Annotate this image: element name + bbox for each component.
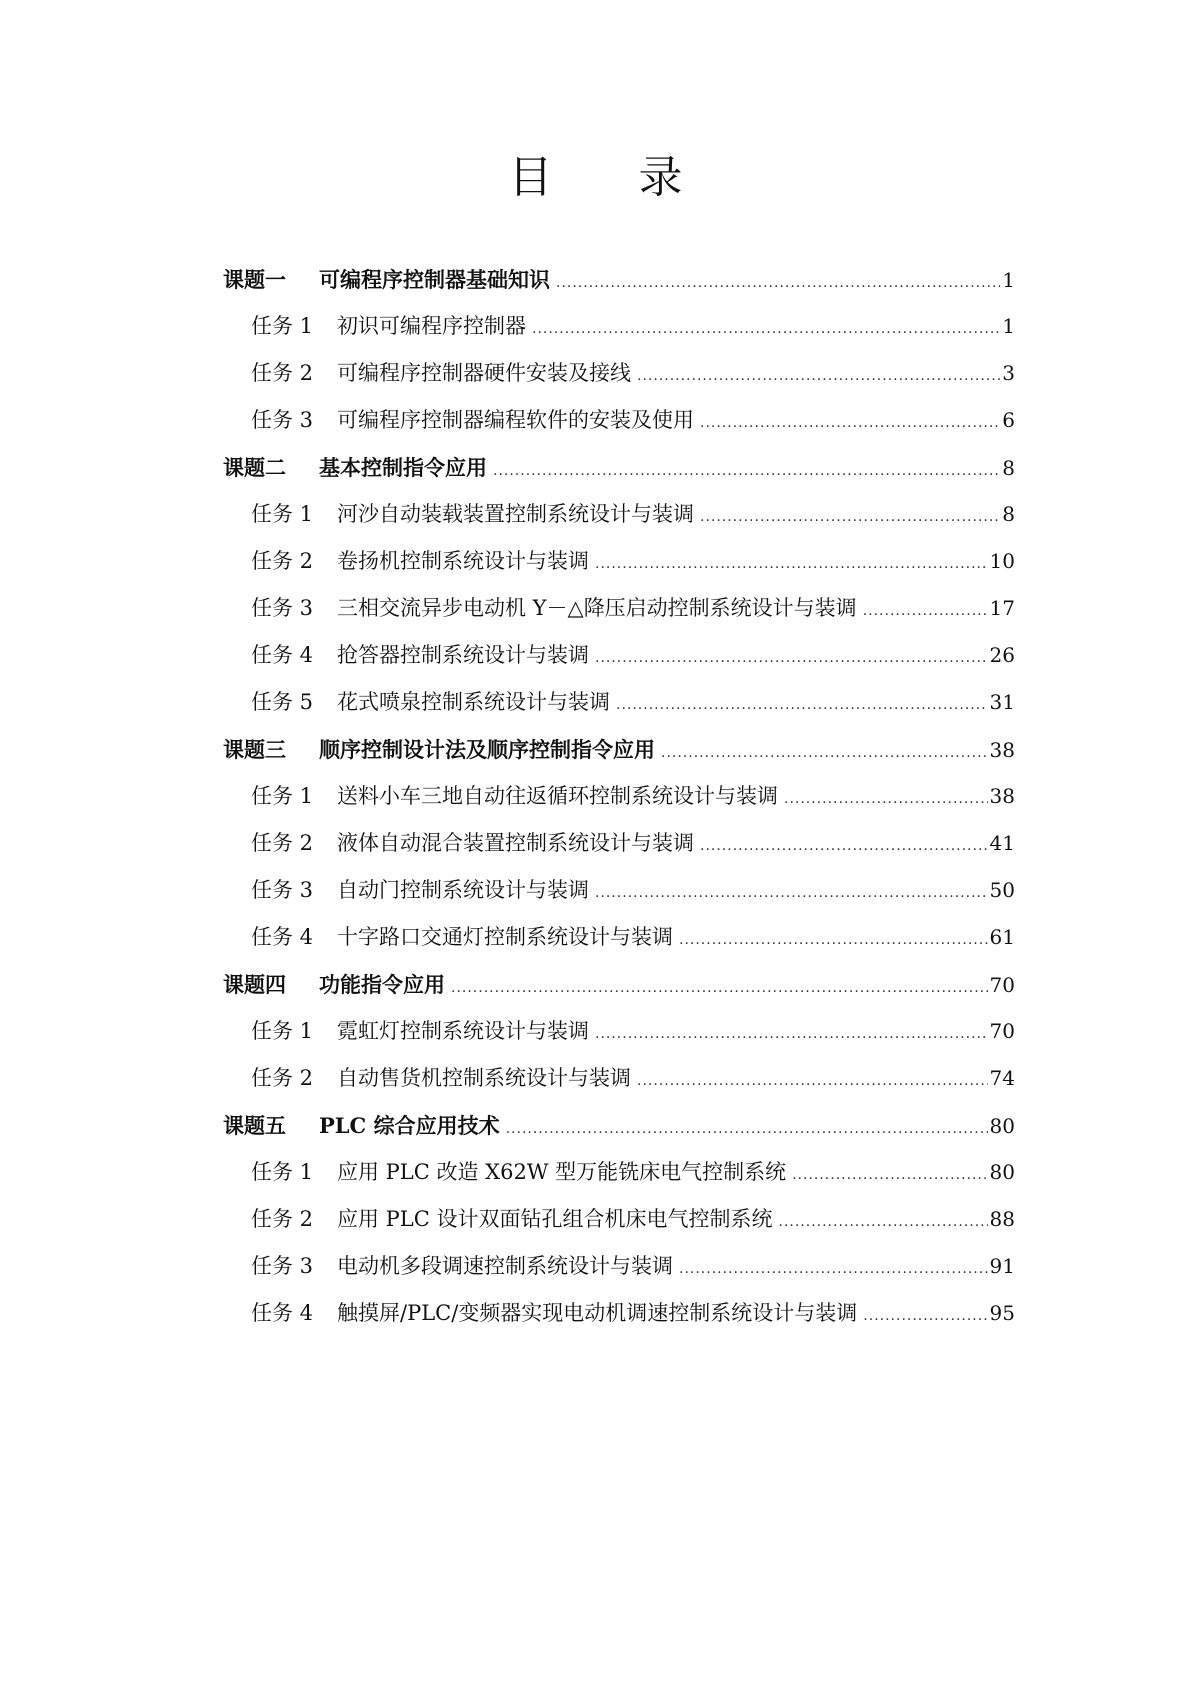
- toc-entry-number: 任务 2: [251, 831, 314, 855]
- toc-entry-title: 可编程序控制器编程软件的安装及使用: [337, 408, 694, 432]
- toc-entry-title: 应用 PLC 设计双面钻孔组合机床电气控制系统: [337, 1207, 773, 1231]
- toc-dot-leader: [595, 635, 988, 682]
- toc-entry-number: 任务 1: [251, 784, 314, 808]
- toc-dot-leader: [595, 870, 988, 917]
- toc-entry-title: 应用 PLC 改造 X62W 型万能铣床电气控制系统: [337, 1160, 787, 1184]
- toc-dot-leader: [637, 353, 1000, 400]
- toc-entry-number: 课题三: [223, 737, 286, 762]
- toc-entry-label: [251, 1055, 631, 1102]
- table-of-contents: [223, 256, 1015, 1337]
- toc-entry-title: 功能指令应用: [319, 972, 445, 997]
- toc-entry-title: 三相交流异步电动机 Y－△降压启动控制系统设计与装调: [337, 596, 857, 620]
- toc-task-row[interactable]: [223, 585, 1015, 632]
- toc-entry-label: [223, 256, 550, 303]
- toc-entry-title: 自动门控制系统设计与装调: [337, 878, 589, 902]
- toc-entry-title: 十字路口交通灯控制系统设计与装调: [337, 925, 673, 949]
- toc-page-number: 8: [1002, 456, 1015, 480]
- toc-task-row[interactable]: [223, 1149, 1015, 1196]
- toc-page-number: 31: [989, 690, 1015, 714]
- toc-task-row[interactable]: [223, 491, 1015, 538]
- toc-entry-label: [251, 585, 857, 632]
- toc-page-number: 91: [989, 1254, 1015, 1278]
- toc-dot-leader: [595, 541, 988, 588]
- toc-entry-label: [223, 961, 445, 1008]
- toc-entry-title: 可编程序控制器硬件安装及接线: [337, 361, 631, 385]
- toc-entry-label: [223, 444, 487, 491]
- toc-page-number: 38: [989, 784, 1015, 808]
- toc-entry-label: [223, 726, 655, 773]
- toc-dot-leader: [679, 1246, 988, 1293]
- toc-entry-number: 任务 3: [251, 596, 314, 620]
- toc-entry-label: [251, 350, 631, 397]
- toc-entry-number: 任务 2: [251, 1207, 314, 1231]
- toc-entry-label: [251, 1290, 857, 1337]
- toc-dot-leader: [784, 776, 988, 823]
- toc-entry-number: 课题二: [223, 455, 286, 480]
- toc-dot-leader: [700, 823, 988, 870]
- toc-entry-label: [251, 397, 694, 444]
- toc-entry-title: 卷扬机控制系统设计与装调: [337, 549, 589, 573]
- toc-task-row[interactable]: [223, 914, 1015, 961]
- toc-task-row[interactable]: [223, 303, 1015, 350]
- toc-entry-title: 河沙自动装载装置控制系统设计与装调: [337, 502, 694, 526]
- toc-dot-leader: [506, 1106, 988, 1153]
- toc-task-row[interactable]: [223, 1196, 1015, 1243]
- toc-page-number: 1: [1002, 314, 1015, 338]
- toc-entry-number: 任务 1: [251, 502, 314, 526]
- toc-page-number: 50: [989, 878, 1015, 902]
- toc-entry-label: [251, 1196, 773, 1243]
- toc-dot-leader: [637, 1058, 988, 1105]
- toc-task-row[interactable]: [223, 867, 1015, 914]
- toc-page-number: 88: [989, 1207, 1015, 1231]
- toc-dot-leader: [595, 1011, 988, 1058]
- toc-entry-title: 电动机多段调速控制系统设计与装调: [337, 1254, 673, 1278]
- toc-chapter-row[interactable]: [223, 256, 1015, 303]
- toc-entry-label: [251, 773, 778, 820]
- toc-page-number: 3: [1002, 361, 1015, 385]
- toc-entry-title: 自动售货机控制系统设计与装调: [337, 1066, 631, 1090]
- toc-entry-number: 任务 2: [251, 1066, 314, 1090]
- toc-chapter-row[interactable]: [223, 1102, 1015, 1149]
- toc-page-number: 10: [989, 549, 1015, 573]
- toc-entry-title: 初识可编程序控制器: [337, 314, 526, 338]
- toc-entry-label: [223, 1102, 500, 1149]
- toc-page-number: 70: [989, 973, 1015, 997]
- toc-dot-leader: [792, 1152, 987, 1199]
- toc-entry-title: 可编程序控制器基础知识: [319, 267, 550, 292]
- toc-entry-number: 任务 3: [251, 1254, 314, 1278]
- toc-entry-label: [251, 867, 589, 914]
- toc-page-number: 26: [989, 643, 1015, 667]
- toc-entry-title: 送料小车三地自动往返循环控制系统设计与装调: [337, 784, 778, 808]
- toc-page-number: 1: [1002, 268, 1015, 292]
- toc-entry-title: 触摸屏/PLC/变频器实现电动机调速控制系统设计与装调: [337, 1301, 858, 1325]
- toc-entry-number: 任务 1: [251, 314, 314, 338]
- toc-page-number: 74: [989, 1066, 1015, 1090]
- toc-entry-title: 霓虹灯控制系统设计与装调: [337, 1019, 589, 1043]
- toc-entry-label: [251, 820, 694, 867]
- toc-task-row[interactable]: [223, 632, 1015, 679]
- toc-dot-leader: [451, 965, 988, 1012]
- toc-entry-number: 课题四: [223, 972, 286, 997]
- toc-task-row[interactable]: [223, 820, 1015, 867]
- toc-dot-leader: [661, 730, 988, 777]
- toc-dot-leader: [863, 588, 988, 635]
- toc-entry-title: PLC 综合应用技术: [319, 1113, 500, 1138]
- toc-entry-label: [251, 679, 610, 726]
- toc-task-row[interactable]: [223, 538, 1015, 585]
- page-title: 目 录: [508, 152, 719, 203]
- toc-entry-number: 课题五: [223, 1113, 286, 1138]
- toc-entry-number: 任务 1: [251, 1160, 314, 1184]
- toc-task-row[interactable]: [223, 1290, 1015, 1337]
- toc-entry-label: [251, 303, 526, 350]
- toc-entry-number: 课题一: [223, 267, 286, 292]
- toc-task-row[interactable]: [223, 679, 1015, 726]
- toc-page-number: 41: [989, 831, 1015, 855]
- toc-page-number: 80: [989, 1114, 1015, 1138]
- toc-dot-leader: [532, 306, 1000, 353]
- toc-dot-leader: [616, 682, 988, 729]
- toc-task-row[interactable]: [223, 350, 1015, 397]
- toc-task-row[interactable]: [223, 1008, 1015, 1055]
- toc-entry-number: 任务 3: [251, 878, 314, 902]
- toc-dot-leader: [779, 1199, 988, 1246]
- toc-entry-number: 任务 4: [251, 1301, 314, 1325]
- toc-entry-label: [251, 1243, 673, 1290]
- toc-page-number: 17: [989, 596, 1015, 620]
- toc-page-number: 6: [1002, 408, 1015, 432]
- toc-page-number: 61: [989, 925, 1015, 949]
- toc-task-row[interactable]: [223, 1055, 1015, 1102]
- toc-entry-title: 基本控制指令应用: [319, 455, 487, 480]
- toc-entry-number: 任务 5: [251, 690, 314, 714]
- toc-entry-number: 任务 2: [251, 361, 314, 385]
- toc-entry-label: [251, 632, 589, 679]
- toc-entry-title: 抢答器控制系统设计与装调: [337, 643, 589, 667]
- toc-chapter-row[interactable]: [223, 961, 1015, 1008]
- toc-entry-title: 顺序控制设计法及顺序控制指令应用: [319, 737, 655, 762]
- toc-dot-leader: [493, 448, 1000, 495]
- toc-entry-label: [251, 1149, 786, 1196]
- toc-page-number: 80: [989, 1160, 1015, 1184]
- toc-chapter-row[interactable]: [223, 444, 1015, 491]
- toc-entry-label: [251, 491, 694, 538]
- toc-task-row[interactable]: [223, 397, 1015, 444]
- toc-page-number: 8: [1002, 502, 1015, 526]
- toc-dot-leader: [679, 917, 988, 964]
- toc-entry-number: 任务 4: [251, 643, 314, 667]
- toc-entry-number: 任务 1: [251, 1019, 314, 1043]
- toc-entry-number: 任务 2: [251, 549, 314, 573]
- toc-task-row[interactable]: [223, 1243, 1015, 1290]
- toc-entry-label: [251, 538, 589, 585]
- toc-page-number: 70: [989, 1019, 1015, 1043]
- toc-entry-number: 任务 3: [251, 408, 314, 432]
- toc-entry-label: [251, 1008, 589, 1055]
- toc-entry-title: 花式喷泉控制系统设计与装调: [337, 690, 610, 714]
- toc-dot-leader: [863, 1293, 987, 1340]
- toc-page-number: 95: [989, 1301, 1015, 1325]
- toc-chapter-row[interactable]: [223, 726, 1015, 773]
- toc-page-number: 38: [989, 738, 1015, 762]
- toc-entry-label: [251, 914, 673, 961]
- toc-entry-number: 任务 4: [251, 925, 314, 949]
- toc-entry-title: 液体自动混合装置控制系统设计与装调: [337, 831, 694, 855]
- toc-dot-leader: [700, 494, 1000, 541]
- toc-dot-leader: [556, 260, 1000, 307]
- toc-task-row[interactable]: [223, 773, 1015, 820]
- toc-dot-leader: [700, 400, 1000, 447]
